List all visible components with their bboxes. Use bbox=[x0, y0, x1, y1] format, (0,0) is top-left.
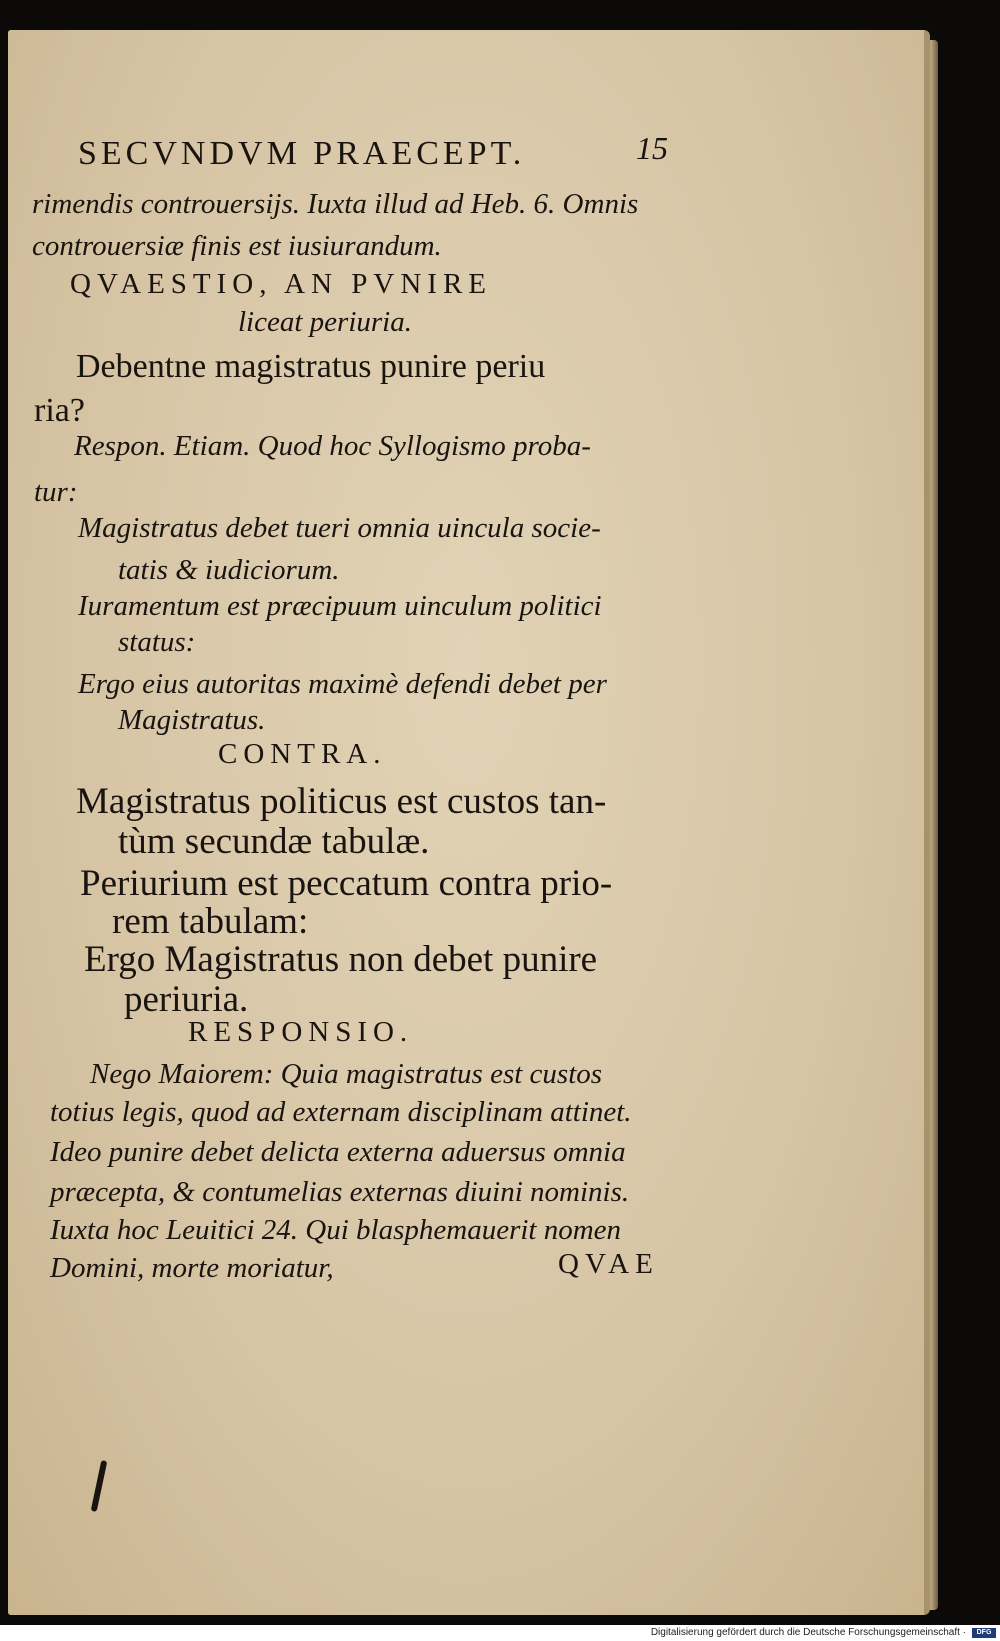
dfg-logo-icon: DFG bbox=[972, 1628, 996, 1638]
text-line: Domini, morte moriatur, bbox=[50, 1252, 334, 1284]
text-line: Magistratus. bbox=[118, 704, 266, 736]
text-line: Ergo eius autoritas maximè defendi debet per bbox=[78, 668, 607, 700]
text-line: liceat periuria. bbox=[238, 306, 412, 338]
section-heading: CONTRA. bbox=[218, 738, 387, 770]
text-line: Magistratus politicus est custos tan- bbox=[76, 781, 607, 822]
digitization-footer bbox=[0, 1625, 1000, 1641]
section-heading: RESPONSIO. bbox=[188, 1016, 414, 1048]
ink-mark bbox=[91, 1460, 108, 1512]
section-heading: QVAESTIO, AN PVNIRE bbox=[70, 268, 493, 300]
text-line: rimendis controuersijs. Iuxta illud ad Heb. 6. Omnis bbox=[32, 188, 639, 220]
text-line: Ergo Magistratus non debet punire bbox=[84, 939, 598, 980]
text-line: tur: bbox=[34, 476, 78, 508]
text-line: Iuramentum est præcipuum uinculum politici bbox=[78, 590, 602, 622]
folio-number: 15 bbox=[636, 130, 668, 166]
text-line: ria? bbox=[34, 392, 85, 429]
text-line: Magistratus debet tueri omnia uincula socie- bbox=[78, 512, 601, 544]
text-line: tatis & iudiciorum. bbox=[118, 554, 340, 586]
text-line: Periurium est peccatum contra prio- bbox=[80, 863, 613, 904]
text-line: totius legis, quod ad externam disciplinam attinet. bbox=[50, 1096, 632, 1128]
footer-credit: Digitalisierung gefördert durch die Deutsche Forschungsgemeinschaft · bbox=[650, 1627, 966, 1638]
text-line: Ideo punire debet delicta externa aduersus omnia bbox=[50, 1136, 626, 1168]
book-page bbox=[8, 30, 930, 1615]
running-head: SECVNDVM PRAECEPT. bbox=[78, 135, 526, 172]
text-line: periuria. bbox=[124, 979, 249, 1020]
text-line: Iuxta hoc Leuitici 24. Qui blasphemauerit nomen bbox=[50, 1214, 622, 1246]
text-line: controuersiæ finis est iusiurandum. bbox=[32, 230, 442, 262]
text-line: tùm secundæ tabulæ. bbox=[118, 821, 430, 862]
text-line: Respon. Etiam. Quod hoc Syllogismo proba- bbox=[74, 430, 591, 462]
text-line: rem tabulam: bbox=[112, 901, 309, 942]
text-line: status: bbox=[118, 626, 196, 658]
catchword: QVAE bbox=[558, 1248, 659, 1280]
text-line: Debentne magistratus punire periu bbox=[76, 348, 546, 385]
text-line: præcepta, & contumelias externas diuini nominis. bbox=[50, 1176, 630, 1208]
text-line: Nego Maiorem: Quia magistratus est custos bbox=[90, 1058, 603, 1090]
